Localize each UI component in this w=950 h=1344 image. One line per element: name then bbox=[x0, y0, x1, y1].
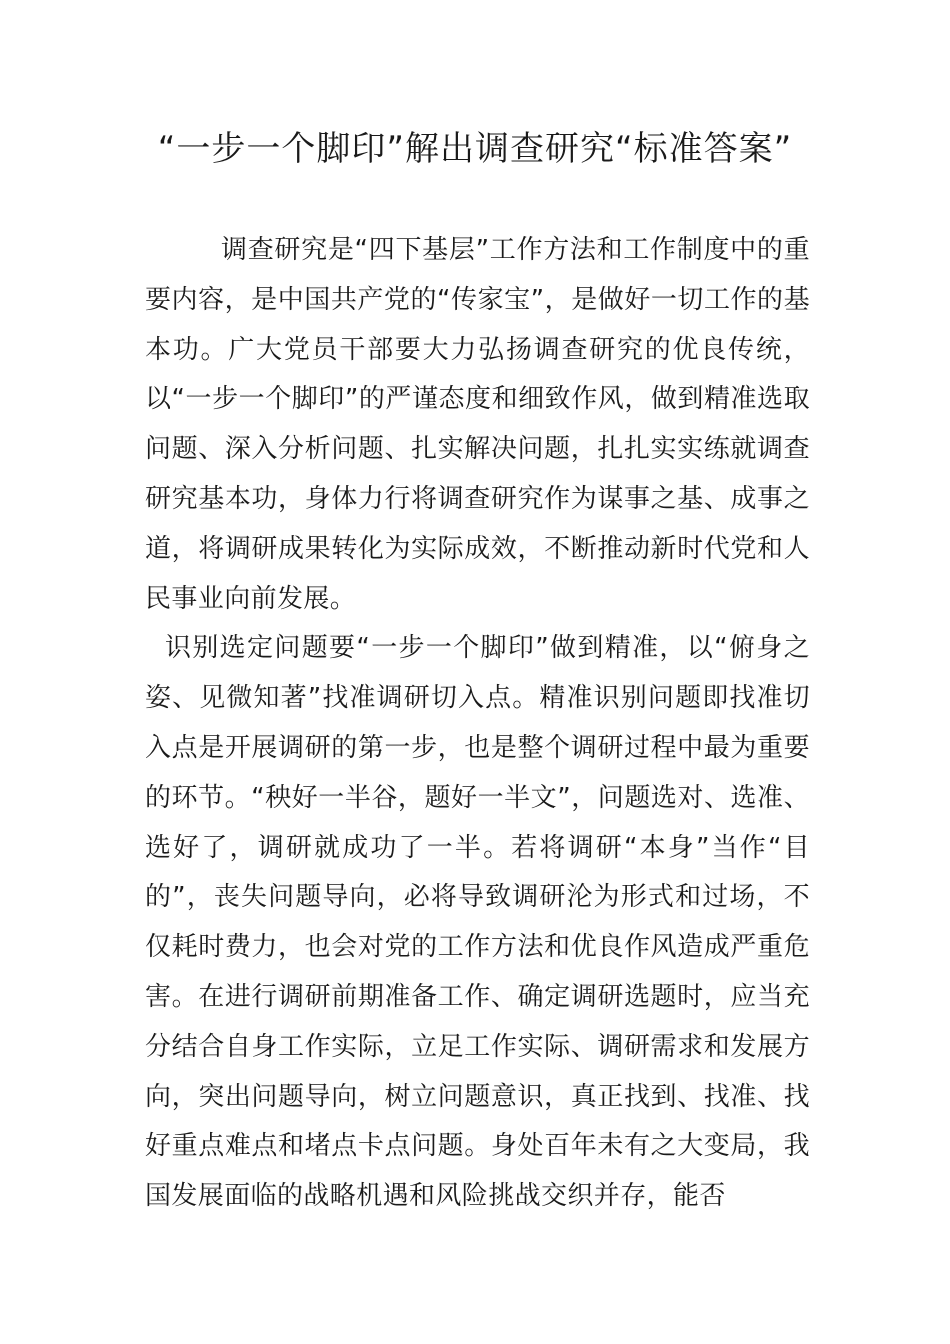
document-body bbox=[145, 226, 810, 1222]
paragraph-problem-identification: 识别选定问题要“一步一个脚印”做到精准，以“俯身之姿、见微知著”找准调研切入点。精准识别问题即找准切入点是开展调研的第一步，也是整个调研过程中最为重要的环节。“秧好一半谷，题好一半文”，问题选对、选准、选好了，调研就成功了一半。若将调研“本身”当作“目的”，丧失问题导向，必将导致调研沦为形式和过场，不仅耗时费力，也会对党的工作方法和优良作风造成严重危害。在进行调研前期准备工作、确定调研选题时，应当充分结合自身工作实际，立足工作实际、调研需求和发展方向，突出问题导向，树立问题意识，真正找到、找准、找好重点难点和堵点卡点问题。身处百年未有之大变局，我国发展面临的战略机遇和风险挑战交织并存，能否 bbox=[145, 633, 810, 1212]
document-title: “一步一个脚印”解出调查研究“标准答案” bbox=[157, 129, 793, 169]
paragraph-intro: 调查研究是“四下基层”工作方法和工作制度中的重要内容，是中国共产党的“传家宝”，是做好一切工作的基本功。广大党员干部要大力弘扬调查研究的优良传统，以“一步一个脚印”的严谨态度和细致作风，做到精准选取问题、深入分析问题、扎实解决问题，扎扎实实练就调查研究基本功，身体力行将调查研究作为谋事之基、成事之道，将调研成果转化为实际成效，不断推动新时代党和人民事业向前发展。 bbox=[145, 235, 810, 614]
